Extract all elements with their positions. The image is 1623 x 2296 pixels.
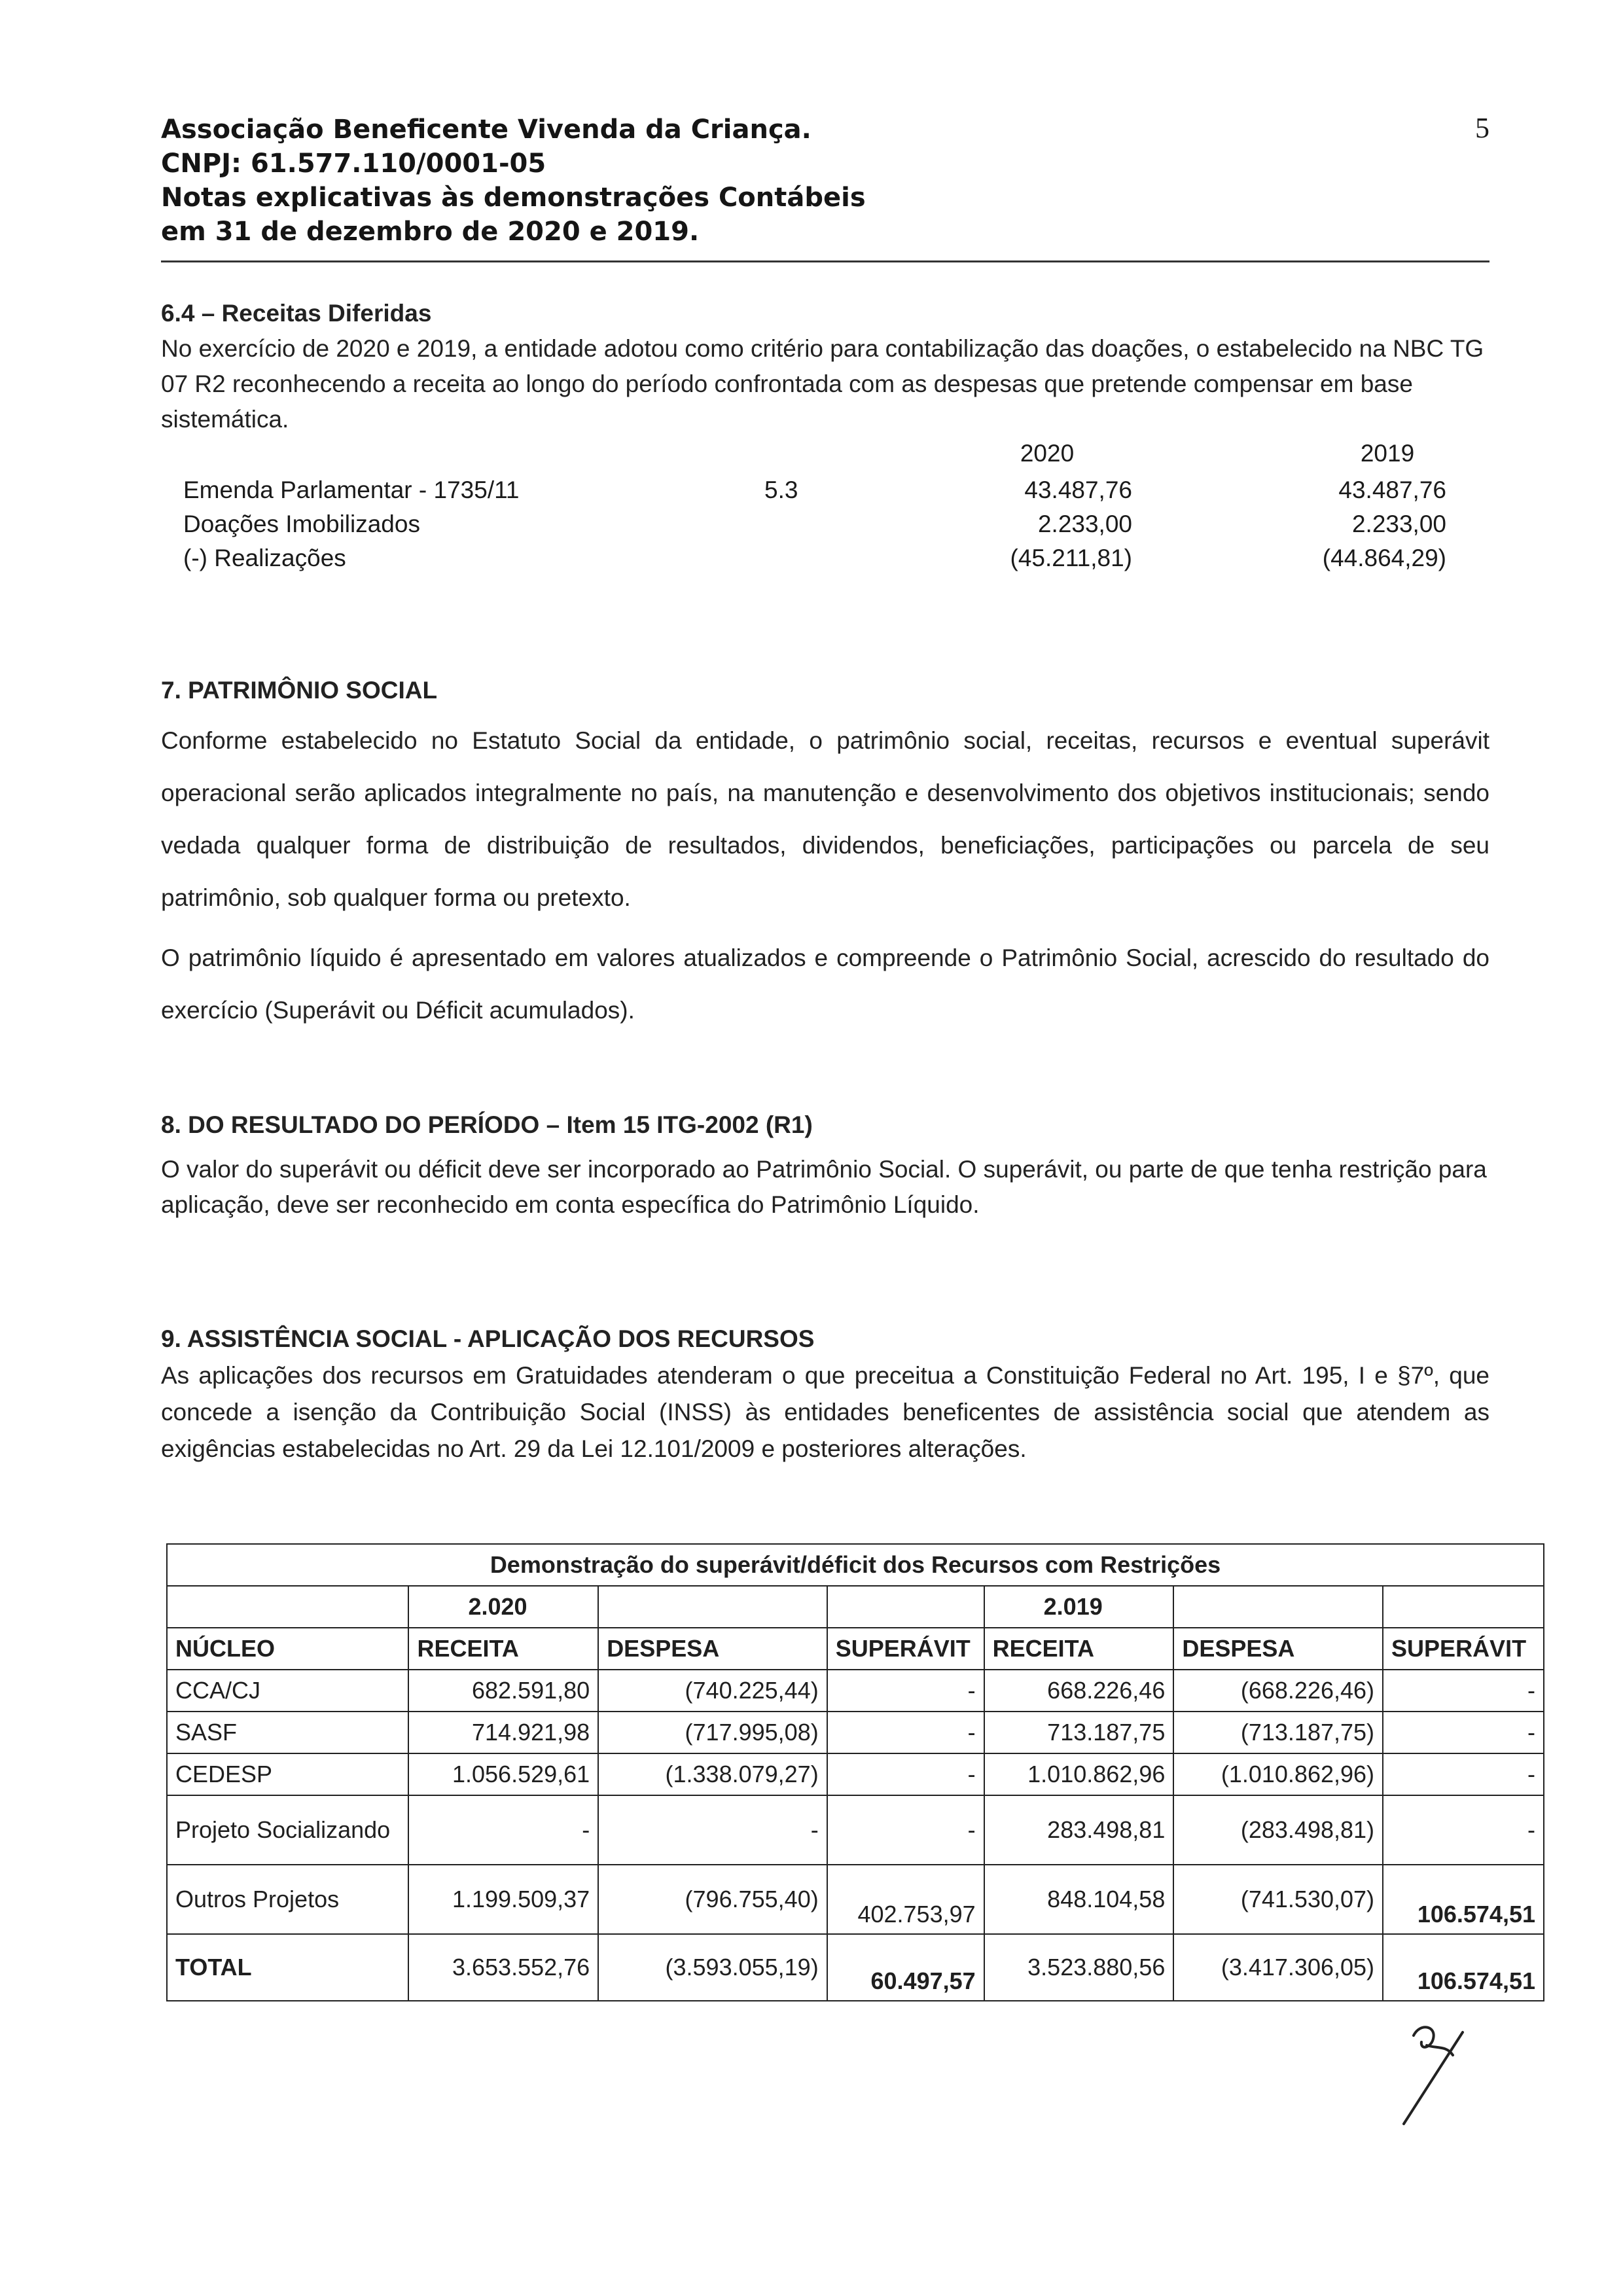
section-8-title: 8. DO RESULTADO DO PERÍODO – Item 15 ITG-2002 (R1) — [161, 1111, 813, 1138]
table-cell: - — [827, 1712, 984, 1753]
table-cell: 668.226,46 — [984, 1670, 1174, 1712]
section-9-title: 9. ASSISTÊNCIA SOCIAL - APLICAÇÃO DOS RECURSOS — [161, 1325, 815, 1352]
table-cell: (668.226,46) — [1173, 1670, 1383, 1712]
table-cell: - — [1383, 1753, 1544, 1795]
table-cell: - — [598, 1795, 827, 1865]
column-header: DESPESA — [598, 1628, 827, 1670]
section-6-4 — [161, 296, 1489, 437]
column-header: RECEITA — [984, 1628, 1174, 1670]
total-cell: 60.497,57 — [827, 1934, 984, 2001]
section-8-paragraph: O valor do superávit ou déficit deve ser incorporado ao Patrimônio Social. O superávit, ou parte de que tenha restrição para aplicação, deve ser reconhecido em conta específica do Patrimônio Líquido. — [161, 1156, 1487, 1218]
table-cell: 283.498,81 — [984, 1795, 1174, 1865]
table-cell: 1.199.509,37 — [408, 1865, 598, 1934]
restricted-resources-table — [166, 1543, 1544, 2001]
table-cell: - — [827, 1753, 984, 1795]
table-cell: (283.498,81) — [1173, 1795, 1383, 1865]
table-header-row — [167, 1628, 1544, 1670]
section-8 — [161, 1107, 1489, 1223]
table-cell: - — [408, 1795, 598, 1865]
table-cell: Outros Projetos — [167, 1865, 408, 1934]
table-cell: - — [1383, 1795, 1544, 1865]
table-caption-row — [167, 1544, 1544, 1586]
s64-row-v2019: 43.487,76 — [1338, 476, 1446, 503]
section-9 — [161, 1321, 1489, 1467]
s64-year-2019: 2019 — [1360, 440, 1415, 467]
table-cell: 713.187,75 — [984, 1712, 1174, 1753]
table-row — [167, 1795, 1544, 1865]
total-cell: (3.593.055,19) — [598, 1934, 827, 2001]
s64-row-v2019: (44.864,29) — [1322, 545, 1446, 571]
table-cell: - — [827, 1670, 984, 1712]
section-7-title: 7. PATRIMÔNIO SOCIAL — [161, 677, 438, 704]
org-cnpj: CNPJ: 61.577.110/0001-05 — [161, 149, 546, 179]
table-row — [167, 1865, 1544, 1934]
doc-date: em 31 de dezembro de 2020 e 2019. — [161, 217, 700, 247]
section-6-4-title: 6.4 – Receitas Diferidas — [161, 300, 432, 327]
table-cell: CEDESP — [167, 1753, 408, 1795]
s64-row-label: Doações Imobilizados — [183, 511, 420, 537]
section-6-4-text: No exercício de 2020 e 2019, a entidade adotou como critério para contabilização das doações, o estabelecido na NBC TG 07 R2 reconhecendo a receita ao longo do período confrontada com as despesas que pretende compensar em base sistemática. — [161, 335, 1484, 433]
table-cell: 1.010.862,96 — [984, 1753, 1174, 1795]
total-label: TOTAL — [167, 1934, 408, 2001]
total-cell: 3.653.552,76 — [408, 1934, 598, 2001]
section-7-paragraph-2: O patrimônio líquido é apresentado em valores atualizados e compreende o Patrimônio Social, acrescido do resultado do exercício (Superávit ou Déficit acumulados). — [161, 944, 1489, 1024]
table-cell: 1.056.529,61 — [408, 1753, 598, 1795]
column-header: SUPERÁVIT — [1383, 1628, 1544, 1670]
table-cell: 682.591,80 — [408, 1670, 598, 1712]
s64-row-v2020: (45.211,81) — [1010, 545, 1132, 571]
table-cell: Projeto Socializando — [167, 1795, 408, 1865]
column-header: RECEITA — [408, 1628, 598, 1670]
column-header: DESPESA — [1173, 1628, 1383, 1670]
table-cell: (717.995,08) — [598, 1712, 827, 1753]
s64-row-v2020: 2.233,00 — [1037, 511, 1132, 537]
table-cell: SASF — [167, 1712, 408, 1753]
table-cell: (740.225,44) — [598, 1670, 827, 1712]
s64-row-label: (-) Realizações — [183, 545, 346, 571]
table-cell: 848.104,58 — [984, 1865, 1174, 1934]
s64-row-v2019: 2.233,00 — [1351, 511, 1446, 537]
document-header — [161, 113, 866, 249]
total-cell: 3.523.880,56 — [984, 1934, 1174, 2001]
doc-title: Notas explicativas às demonstrações Contábeis — [161, 183, 866, 213]
table-row — [167, 1753, 1544, 1795]
column-header: SUPERÁVIT — [827, 1628, 984, 1670]
section-7-paragraph-1: Conforme estabelecido no Estatuto Social da entidade, o patrimônio social, receitas, recursos e eventual superávit operacional serão aplicados integralmente no país, na manutenção e desenvolvimento dos objetivos institucionais; sendo vedada qualquer forma de distribuição de resultados, dividendos, beneficiações, participações ou parcela de seu patrimônio, sob qualquer forma ou pretexto. — [161, 727, 1489, 911]
page-number: 5 — [1475, 112, 1489, 144]
year-2019: 2.019 — [984, 1586, 1174, 1628]
s64-row-note: 5.3 — [764, 476, 798, 503]
s64-row-v2020: 43.487,76 — [1024, 476, 1132, 503]
table-cell: - — [1383, 1670, 1544, 1712]
table-cell: (1.338.079,27) — [598, 1753, 827, 1795]
table-cell: 106.574,51 — [1383, 1865, 1544, 1934]
total-cell: (3.417.306,05) — [1173, 1934, 1383, 2001]
table-cell: CCA/CJ — [167, 1670, 408, 1712]
section-7 — [161, 673, 1489, 1037]
section-9-paragraph: As aplicações dos recursos em Gratuidades atenderam o que preceitua a Constituição Federal no Art. 195, I e §7º, que concede a isenção da Contribuição Social (INSS) às entidades beneficentes de assistência social que atendem as exigências estabelecidas no Art. 29 da Lei 12.101/2009 e posteriores alterações. — [161, 1362, 1489, 1462]
total-cell: 106.574,51 — [1383, 1934, 1544, 2001]
table-row — [167, 1712, 1544, 1753]
s64-year-2020: 2020 — [1020, 440, 1075, 467]
table-total-row — [167, 1934, 1544, 2001]
table-cell: (796.755,40) — [598, 1865, 827, 1934]
header-divider — [161, 260, 1489, 262]
table-cell: (713.187,75) — [1173, 1712, 1383, 1753]
table-cell: - — [1383, 1712, 1544, 1753]
handwritten-initials-icon — [1374, 2009, 1479, 2134]
s64-row-label: Emenda Parlamentar - 1735/11 — [183, 476, 520, 503]
org-name: Associação Beneficente Vivenda da Criança. — [161, 115, 812, 145]
table-cell: (741.530,07) — [1173, 1865, 1383, 1934]
table-caption: Demonstração do superávit/déficit dos Recursos com Restrições — [167, 1544, 1544, 1586]
table-cell: (1.010.862,96) — [1173, 1753, 1383, 1795]
table-cell: 402.753,97 — [827, 1865, 984, 1934]
year-2020: 2.020 — [408, 1586, 598, 1628]
table-cell: - — [827, 1795, 984, 1865]
column-header: NÚCLEO — [167, 1628, 408, 1670]
table-year-row — [167, 1586, 1544, 1628]
table-row — [167, 1670, 1544, 1712]
table-cell: 714.921,98 — [408, 1712, 598, 1753]
